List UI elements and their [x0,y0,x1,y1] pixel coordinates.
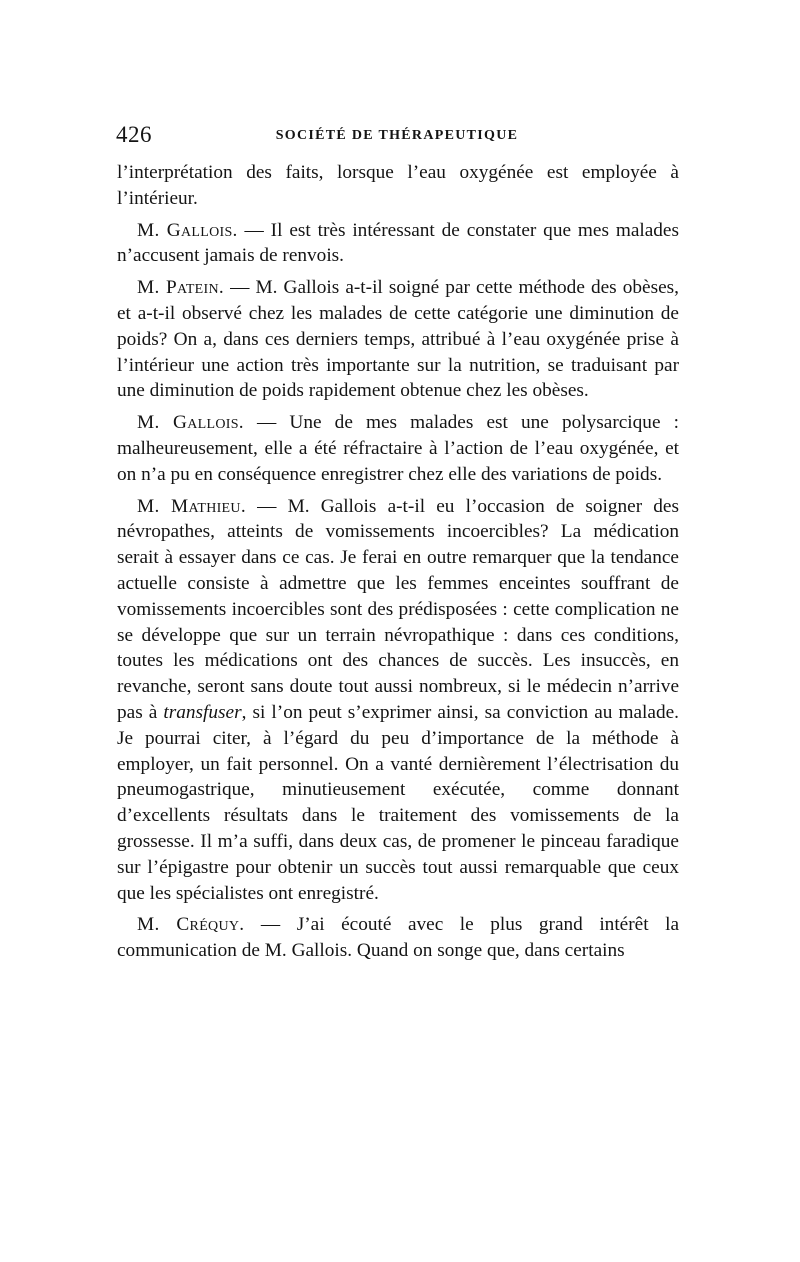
speaker-name: M. Gallois. [137,219,238,241]
paragraph-text: — M. Gallois a-t-il eu l’occasion de soigner des névropathes, atteints de vomissements incoercibles? La médication serait à essayer dans ce cas. Je ferai en outre remarquer que la tendance actuelle consiste à admettre que les femmes enceintes souffrant de vomissements incoercibles sont des prédisposées : cette complication ne se développe que sur un terrain névropathique : dans ces conditions, toutes les médications ont des chances de succès. Les insuccès, en revanche, seront sans doute tout aussi nombreux, si le médecin n’arrive pas à [117,495,679,723]
paragraph-text: , si l’on peut s’exprimer ainsi, sa conviction au malade. Je pourrai citer, à l’égard du peu d’importance de la méthode à employer, un fait personnel. On a vanté dernièrement l’électrisation du pneumogastrique, minutieusement exécutée, comme donnant d’excellents résultats dans le traitement des vomissements de la grossesse. Il m’a suffi, dans deux cas, de promener le pinceau faradique sur l’épigastre pour obtenir un succès tout aussi remarquable que ceux que les spécialistes ont enregistré. [117,701,679,904]
body-text [117,160,679,970]
page-header [116,122,678,152]
paragraph-text: — Une de mes malades est une polysarcique : malheureusement, elle a été réfractaire à l’action de l’eau oxygénée, et on n’a pu en conséquence enregistrer chez elle des variations de poids. [117,412,679,485]
paragraph-text: — Il est très intéressant de constater que mes malades n’accusent jamais de renvois. [117,219,679,267]
speaker-name: M. Créquy. [137,914,245,936]
speaker-name: M. Mathieu. [137,495,246,517]
paragraph-text: l’interprétation des faits, lorsque l’eau oxygénée est employée à l’intérieur. [117,162,679,209]
page-number: 426 [116,122,152,147]
paragraph-continuation [117,160,679,212]
paragraph-patein [117,275,679,404]
speaker-name: M. Patein. [137,277,225,299]
paragraph-crequy [117,912,679,964]
paragraph-gallois-1 [117,218,679,270]
paragraph-text: — M. Gallois a-t-il soigné par cette méthode des obèses, et a-t-il observé chez les malades de cette catégorie une diminution de poids? On a, dans ces derniers temps, attribué à l’eau oxygénée prise à l’intérieur une action très importante sur la nutrition, se traduisant par une diminution de poids rapidement obtenue chez les obèses. [117,277,679,402]
running-title: SOCIÉTÉ DE THÉRAPEUTIQUE [275,128,519,143]
italic-word: transfuser [163,701,242,723]
speaker-name: M. Gallois. [137,412,244,434]
paragraph-gallois-2 [117,410,679,487]
paragraph-mathieu [117,494,679,907]
paragraph-text: — J’ai écouté avec le plus grand intérêt la communication de M. Gallois. Quand on songe que, dans certains [117,914,680,962]
